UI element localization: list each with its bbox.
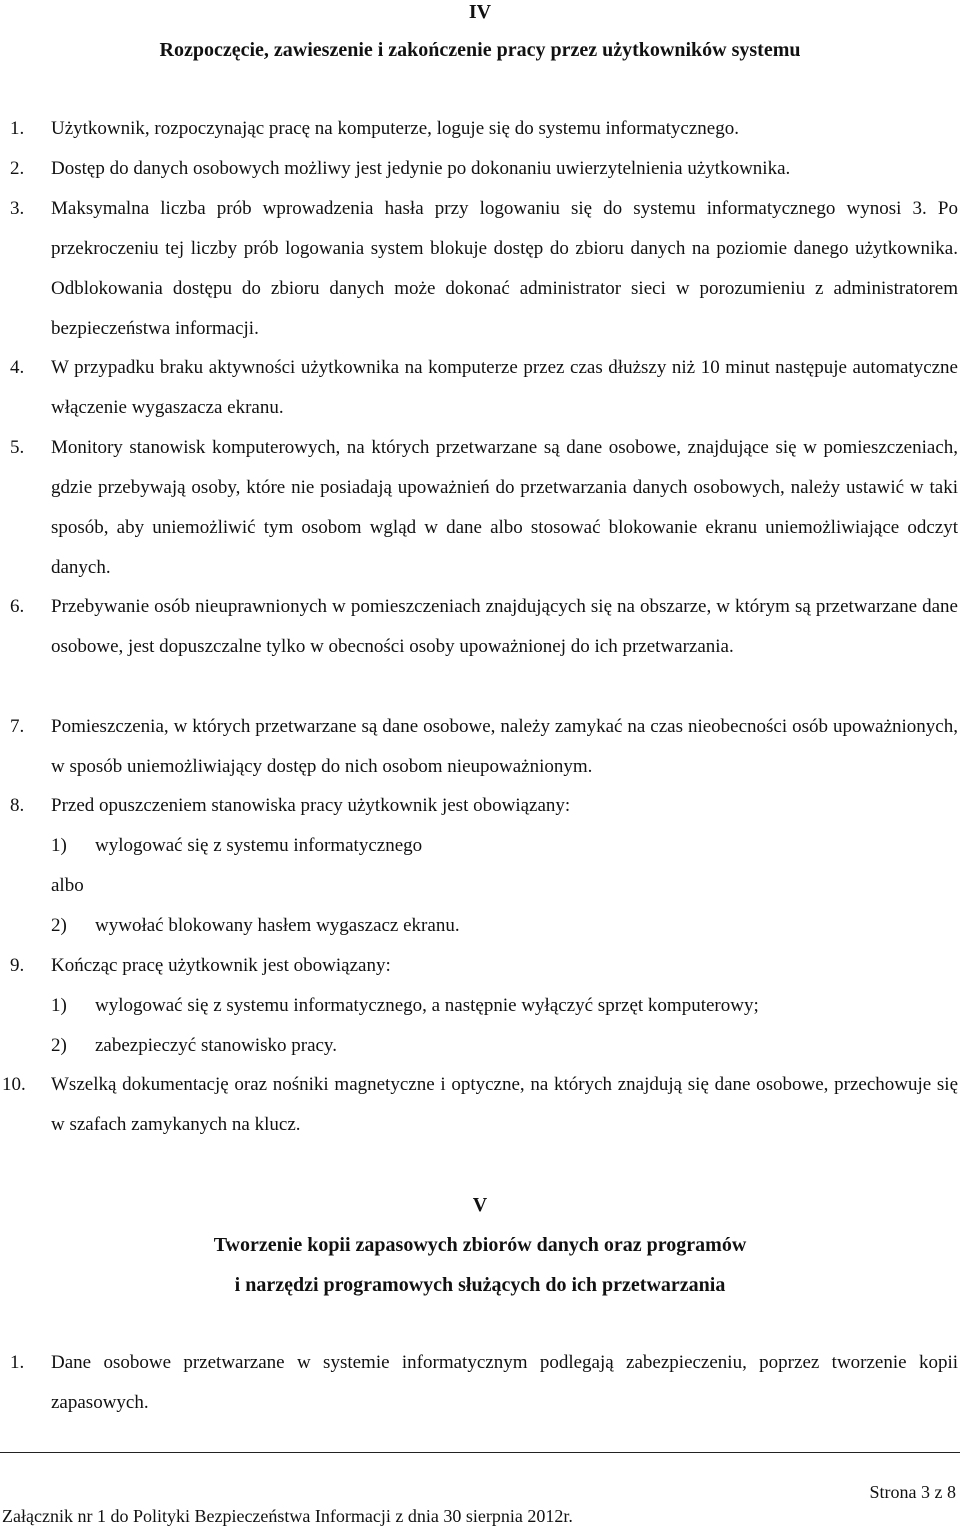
item-number: 3. (10, 198, 25, 219)
item-number: 8. (10, 795, 25, 816)
sub-item (51, 1026, 958, 1066)
footer-note: Załącznik nr 1 do Polityki Bezpieczeństwa Informacji z dnia 30 sierpnia 2012r. (2, 1506, 573, 1526)
sub-item (51, 986, 958, 1026)
section-5-title-line-2: i narzędzi programowych służących do ich przetwarzania (234, 1274, 726, 1296)
sub-item-number: 1) (51, 995, 67, 1016)
list-item (2, 1065, 958, 1145)
item-text: Monitory stanowisk komputerowych, na których przetwarzane są dane osobowe, znajdujące się w pomieszczeniach, gdzie przebywają osoby, które nie posiadają upoważnień do przetwarzania danych osobowych, należy ustawić w taki sposób, aby uniemożliwić tym osobom wgląd w dane albo stosować blokowanie ekranu uniemożliwiające odczyt danych. (51, 437, 958, 578)
section-5-title-line-1: Tworzenie kopii zapasowych zbiorów danych oraz programów (213, 1234, 747, 1256)
item-text: Przed opuszczeniem stanowiska pracy użytkownik jest obowiązany: (51, 795, 571, 816)
sub-item-text: wywołać blokowany hasłem wygaszacz ekranu. (95, 915, 460, 936)
footer-divider (0, 1452, 960, 1453)
item-text: W przypadku braku aktywności użytkownika na komputerze przez czas dłuższy niż 10 minut następuje automatyczne włączenie wygaszacza ekranu. (51, 357, 958, 418)
item-number: 2. (10, 158, 25, 179)
list-item (10, 189, 958, 349)
section-4-title: Rozpoczęcie, zawieszenie i zakończenie pracy przez użytkowników systemu (159, 39, 801, 61)
section-4-numeral: IV (468, 1, 492, 23)
sub-item (51, 826, 958, 866)
list-item (10, 1343, 958, 1423)
item-text: Kończąc pracę użytkownik jest obowiązany: (51, 955, 391, 976)
sub-item-text: wylogować się z systemu informatycznego (95, 835, 423, 856)
list-item (10, 707, 958, 787)
section-5-numeral: V (472, 1194, 488, 1216)
list-item (10, 786, 958, 946)
list-item (10, 348, 958, 428)
item-text: Wszelką dokumentację oraz nośniki magnetyczne i optyczne, na których znajdują się dane osobowe, przechowuje się w szafach zamykanych na klucz. (51, 1074, 958, 1135)
item-number: 4. (10, 357, 25, 378)
item-text: Użytkownik, rozpoczynając pracę na komputerze, loguje się do systemu informatycznego. (51, 118, 739, 139)
list-item (10, 149, 958, 189)
sub-item (51, 906, 958, 946)
item-text: Dostęp do danych osobowych możliwy jest jedynie po dokonaniu uwierzytelnienia użytkownika. (51, 158, 791, 179)
item-text: Maksymalna liczba prób wprowadzenia hasła przy logowaniu się do systemu informatycznego wynosi 3. Po przekroczeniu tej liczby prób logowania system blokuje dostęp do zbioru danych na poziomie danego użytkownika. Odblokowania dostępu do zbioru danych może dokonać administrator sieci w porozumieniu z administratorem bezpieczeństwa informacji. (51, 198, 958, 339)
item-text: Pomieszczenia, w których przetwarzane są dane osobowe, należy zamykać na czas nieobecności osób upoważnionych, w sposób uniemożliwiający dostęp do nich osobom nieupoważnionym. (51, 716, 958, 777)
list-item (10, 428, 958, 588)
item-number: 1. (10, 118, 25, 139)
page-number: Strona 3 z 8 (869, 1482, 956, 1502)
item-text: Przebywanie osób nieuprawnionych w pomieszczeniach znajdujących się na obszarze, w którym są przetwarzane dane osobowe, jest dopuszczalne tylko w obecności osoby upoważnionej do ich przetwarzania. (51, 596, 958, 657)
item-number: 6. (10, 596, 25, 617)
conjunction: albo (51, 875, 84, 896)
sub-item-text: zabezpieczyć stanowisko pracy. (95, 1035, 337, 1056)
sub-item-number: 2) (51, 1035, 67, 1056)
item-number: 9. (10, 955, 25, 976)
item-number: 1. (10, 1352, 25, 1373)
item-number: 5. (10, 437, 25, 458)
list-item (10, 109, 958, 149)
item-text: Dane osobowe przetwarzane w systemie informatycznym podlegają zabezpieczeniu, poprzez tworzenie kopii zapasowych. (51, 1352, 958, 1413)
list-item (10, 587, 958, 667)
item-number: 7. (10, 716, 25, 737)
sub-item-number: 1) (51, 835, 67, 856)
sub-item-text: wylogować się z systemu informatycznego, a następnie wyłączyć sprzęt komputerowy; (95, 995, 759, 1016)
list-item (10, 946, 958, 1066)
sub-item-number: 2) (51, 915, 67, 936)
item-number: 10. (2, 1074, 26, 1095)
